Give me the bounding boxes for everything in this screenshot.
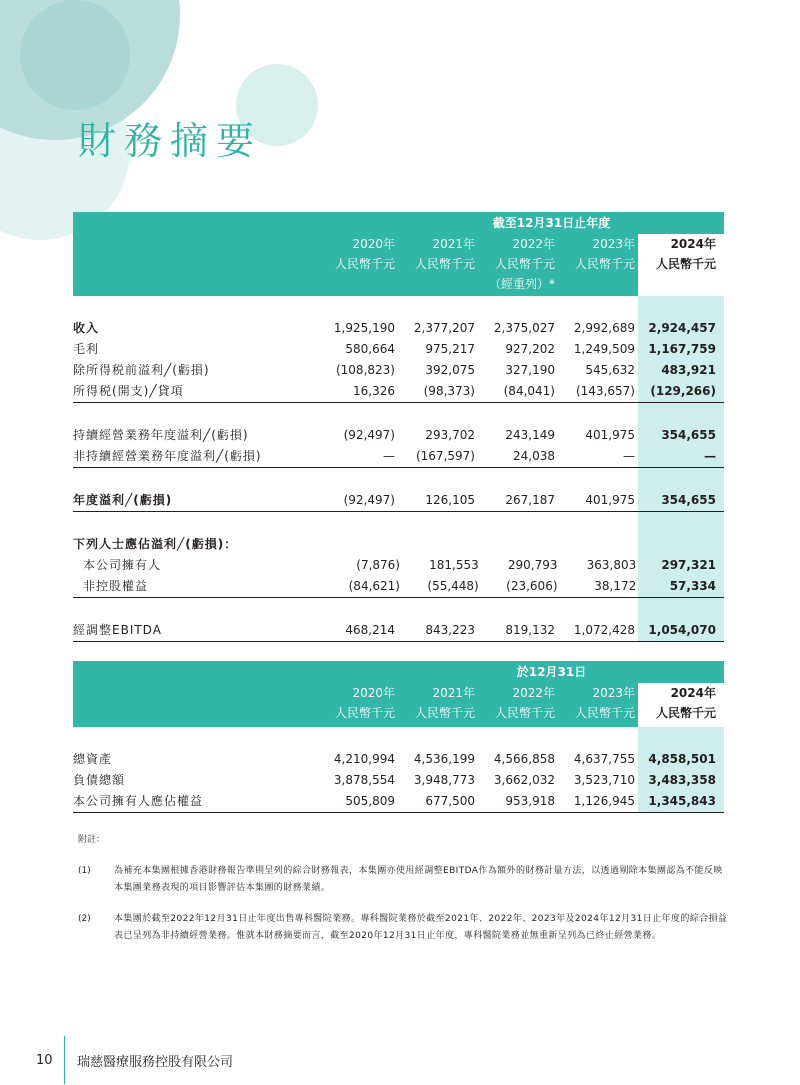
notes-section: [78, 832, 728, 955]
table-row: 非控股權益 (84,621) (55,448) (23,606) 38,172 57,334: [73, 576, 724, 598]
unit-label: 人民幣千元: [334, 257, 395, 271]
notes-heading: 附註：: [78, 835, 106, 845]
unit-label: 人民幣千元: [574, 257, 635, 271]
restated-note: （經重列）*: [488, 277, 555, 291]
year-2020: 2020年: [352, 237, 395, 251]
year-2022: 2022年: [512, 237, 555, 251]
page-number: 10: [36, 1052, 53, 1068]
balance-table: [73, 661, 724, 813]
unit-label: 人民幣千元: [574, 706, 635, 720]
unit-label: 人民幣千元: [494, 257, 555, 271]
table-row: 本公司擁有人應佔權益 505,809 677,500 953,918 1,126,945 1,345,843: [73, 791, 724, 813]
year-2023: 2023年: [592, 686, 635, 700]
note-item: (2) 本集團於截至2022年12月31日止年度出售專科醫院業務。專科醫院業務於截至2021年、2022年、2023年及2024年12月31日止年度的綜合損益表已呈列為非持續經營業務。惟就本財務摘要而言，截至2020年12月31日止年度，專科醫院業務並無重新呈列為已終止經營業務。: [78, 914, 728, 941]
unit-label: 人民幣千元: [414, 257, 475, 271]
page-footer: [36, 1036, 233, 1084]
decor-photo: [20, 0, 130, 110]
table-row: 除所得税前溢利╱(虧損) (108,823) 392,075 327,190 545,632 483,921: [73, 363, 716, 377]
unit-label: 人民幣千元: [655, 257, 716, 271]
table-row: 年度溢利╱(虧損) (92,497) 126,105 267,187 401,975 354,655: [73, 490, 724, 512]
year-2023: 2023年: [592, 237, 635, 251]
income-table-header: [73, 212, 724, 296]
year-2021: 2021年: [432, 237, 475, 251]
income-table: [73, 212, 724, 642]
balance-table-body: [73, 727, 724, 813]
footer-divider: [64, 1036, 65, 1084]
year-2021: 2021年: [432, 686, 475, 700]
year-2024: 2024年: [670, 686, 716, 700]
table-row: 所得税(開支)╱貸項 16,326 (98,373) (84,041) (143,657) (129,266): [73, 381, 724, 403]
balance-table-header: [73, 661, 724, 727]
year-2020: 2020年: [352, 686, 395, 700]
company-name: 瑞慈醫療服務控股有限公司: [77, 1054, 234, 1070]
table-row: 下列人士應佔溢利╱(虧損)：: [73, 537, 238, 551]
year-2022: 2022年: [512, 686, 555, 700]
table-row: 非持續經營業務年度溢利╱(虧損) — (167,597) 24,038 — —: [73, 446, 724, 468]
note-item: (1) 為補充本集團根據香港財務報告準則呈列的綜合財務報表，本集團亦使用經調整EBITDA作為額外的財務計量方法，以透過剔除本集團認為不能反映本集團業務表現的項目影響評估本集團的財務業績。: [78, 866, 723, 893]
table-caption: 截至12月31日止年度: [492, 216, 611, 230]
table-row: 負債總額 3,878,554 3,948,773 3,662,032 3,523,710 3,483,358: [73, 773, 716, 787]
table-row: 收入 1,925,190 2,377,207 2,375,027 2,992,689 2,924,457: [73, 321, 716, 335]
page-title: 財務摘要: [78, 119, 263, 163]
income-table-body: [73, 296, 724, 642]
table-row: 本公司擁有人 (7,876) 181,553 290,793 363,803 297,321: [83, 558, 717, 572]
table-row: 經調整EBITDA 468,214 843,223 819,132 1,072,428 1,054,070: [73, 620, 724, 642]
unit-label: 人民幣千元: [494, 706, 555, 720]
table-row: 總資產 4,210,994 4,536,199 4,566,858 4,637,755 4,858,501: [73, 752, 716, 766]
table-row: 持續經營業務年度溢利╱(虧損) (92,497) 293,702 243,149 401,975 354,655: [73, 428, 716, 442]
table-caption: 於12月31日: [516, 665, 587, 679]
unit-label: 人民幣千元: [414, 706, 475, 720]
unit-label: 人民幣千元: [655, 706, 716, 720]
unit-label: 人民幣千元: [334, 706, 395, 720]
year-2024: 2024年: [670, 237, 716, 251]
table-row: 毛利 580,664 975,217 927,202 1,249,509 1,167,759: [73, 342, 716, 356]
